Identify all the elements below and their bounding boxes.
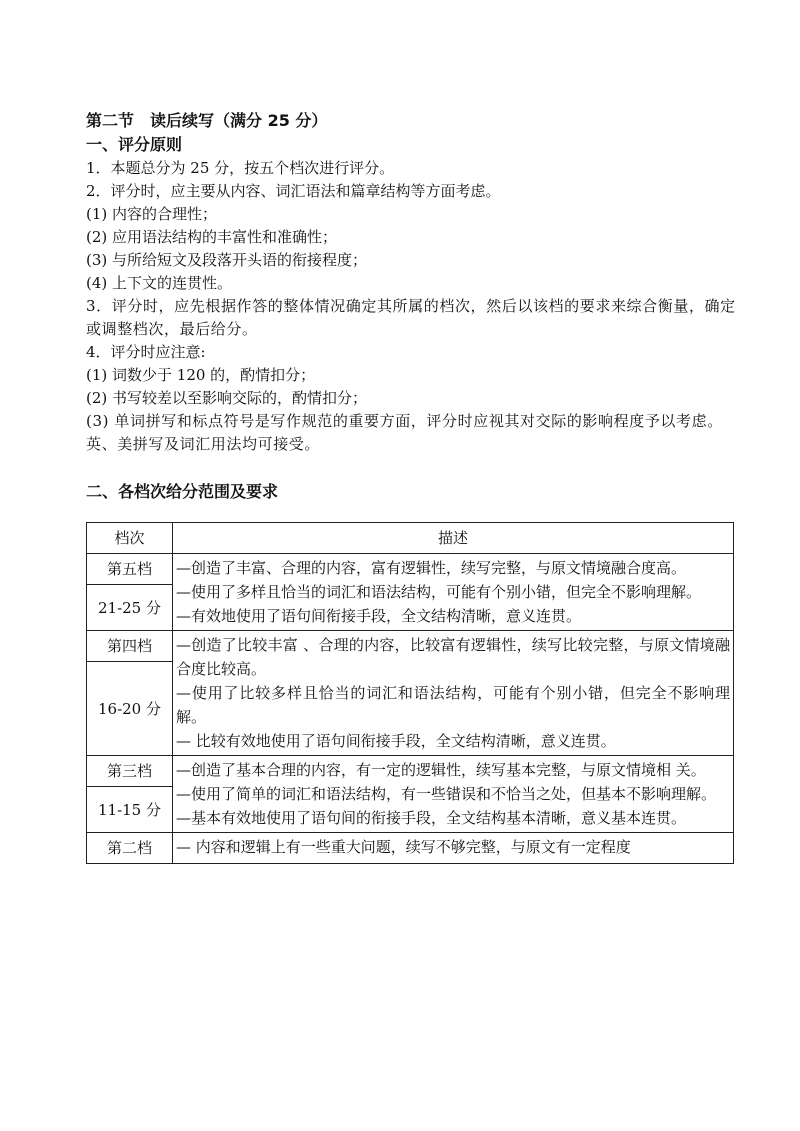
description-line: —基本有效地使用了语句间的衔接手段，全文结构基本清晰，意义基本连贯。 — [176, 809, 687, 827]
description-cell — [173, 631, 734, 756]
score-range-cell: 16-20 分 — [87, 662, 173, 756]
principle-line-8: 4．评分时应注意: — [86, 343, 206, 361]
description-line: —使用了简单的词汇和语法结构，有一些错误和不恰当之处，但基本不影响理解。 — [176, 785, 717, 803]
description-cell — [173, 554, 734, 631]
principle-line-7: 3．评分时，应先根据作答的整体情况确定其所属的档次，然后以该档的要求来综合衡量，确定或调整档次，最后给分。 — [86, 297, 736, 338]
description-line: —有效地使用了语句间衔接手段，全文结构清晰，意义连贯。 — [176, 607, 582, 625]
level-cell: 第二档 — [87, 833, 173, 864]
principles-heading: 一、评分原则 — [86, 135, 183, 154]
table-header-row — [87, 523, 734, 554]
rubric-table — [86, 522, 734, 864]
description-line: — 比较有效地使用了语句间衔接手段，全文结构清晰，意义连贯。 — [176, 732, 616, 750]
principle-line-6: (4) 上下文的连贯性。 — [86, 274, 233, 292]
principle-line-10: (2) 书写较差以至影响交际的，酌情扣分； — [86, 389, 368, 407]
column-header-desc: 描述 — [173, 523, 734, 554]
table-row — [87, 554, 734, 585]
description-line: —使用了比较多样且恰当的词汇和语法结构，可能有个别小错，但完全不影响理解。 — [176, 684, 730, 726]
document-page — [86, 109, 736, 864]
principle-line-11: (3) 单词拼写和标点符号是写作规范的重要方面，评分时应视其对交际的影响程度予以考虑。英、美拼写及词汇用法均可接受。 — [86, 412, 723, 453]
description-line: —创造了基本合理的内容，有一定的逻辑性，续写基本完整，与原文情境相 关。 — [176, 761, 706, 779]
table-row — [87, 631, 734, 662]
level-cell: 第五档 — [87, 554, 173, 585]
principle-line-5: (3) 与所给短文及段落开头语的衔接程度； — [86, 251, 368, 269]
description-line: —创造了比较丰富 、合理的内容，比较富有逻辑性，续写比较完整，与原文情境融合度比较高。 — [176, 636, 730, 678]
column-header-level: 档次 — [87, 523, 173, 554]
score-range-cell: 11-15 分 — [87, 787, 173, 833]
ranges-heading: 二、各档次给分范围及要求 — [86, 482, 279, 501]
level-cell: 第四档 — [87, 631, 173, 662]
description-line: —创造了丰富、合理的内容，富有逻辑性，续写完整，与原文情境融合度高。 — [176, 559, 687, 577]
principle-line-9: (1) 词数少于 120 的，酌情扣分； — [86, 366, 316, 384]
score-range-cell: 21-25 分 — [87, 585, 173, 631]
description-line: —使用了多样且恰当的词汇和语法结构，可能有个别小错，但完全不影响理解。 — [176, 583, 702, 601]
section-title: 第二节 读后续写（满分 25 分） — [86, 111, 328, 130]
description-cell — [173, 756, 734, 833]
principle-line-4: (2) 应用语法结构的丰富性和准确性； — [86, 228, 338, 246]
principle-line-1: 1．本题总分为 25 分，按五个档次进行评分。 — [86, 159, 395, 177]
table-row — [87, 756, 734, 787]
table-row — [87, 833, 734, 864]
principle-line-2: 2．评分时，应主要从内容、词汇语法和篇章结构等方面考虑。 — [86, 182, 501, 200]
principle-line-3: (1) 内容的合理性； — [86, 205, 218, 223]
description-line: — 内容和逻辑上有一些重大问题，续写不够完整，与原文有一定程度 — [176, 838, 631, 856]
description-cell — [173, 833, 734, 864]
level-cell: 第三档 — [87, 756, 173, 787]
